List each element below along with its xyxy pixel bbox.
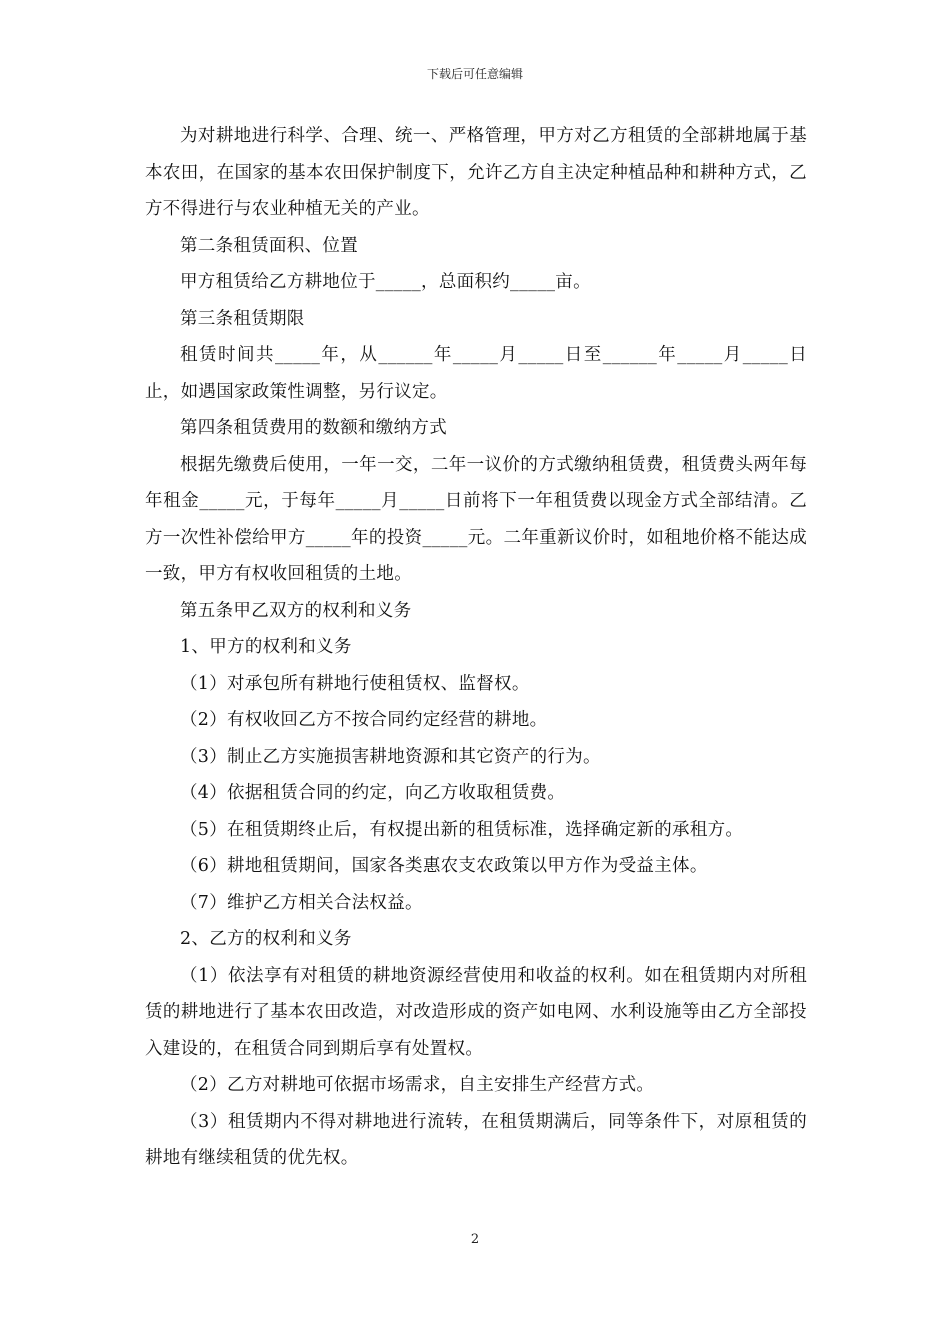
party-b-item-2: （2）乙方对耕地可依据市场需求，自主安排生产经营方式。 xyxy=(180,1075,655,1095)
page-number: 2 xyxy=(470,1232,480,1247)
article-4-heading: 第四条租赁费用的数额和缴纳方式 xyxy=(180,418,447,438)
header-note: 下载后可任意编辑 xyxy=(426,67,523,81)
party-a-item-2: （2）有权收回乙方不按合同约定经营的耕地。 xyxy=(180,710,548,730)
article-2-text: 甲方租赁给乙方耕地位于_____，总面积约_____亩。 xyxy=(180,272,591,292)
article-3-heading: 第三条租赁期限 xyxy=(180,308,305,329)
document-body xyxy=(145,118,807,1177)
paragraph-intro: 为对耕地进行科学、合理、统一、严格管理，甲方对乙方租赁的全部耕地属于基本农田，在国家的基本农田保护制度下，允许乙方自主决定种植品种和耕种方式，乙方不得进行与农业种植无关的产业。 xyxy=(145,126,807,219)
article-5-heading: 第五条甲乙双方的权利和义务 xyxy=(180,600,412,621)
party-b-heading: 2、乙方的权利和义务 xyxy=(180,929,352,949)
party-a-item-7: （7）维护乙方相关合法权益。 xyxy=(180,892,423,913)
party-a-heading: 1、甲方的权利和义务 xyxy=(180,637,352,657)
party-a-item-5: （5）在租赁期终止后，有权提出新的租赁标准，选择确定新的承租方。 xyxy=(180,819,744,840)
party-b-item-1: （1）依法享有对租赁的耕地资源经营使用和收益的权利。如在租赁期内对所租赁的耕地进行了基本农田改造，对改造形成的资产如电网、水利设施等由乙方全部投入建设的，在租赁合同到期后享有处置权。 xyxy=(145,965,807,1059)
party-a-item-4: （4）依据租赁合同的约定，向乙方收取租赁费。 xyxy=(180,783,566,803)
party-a-item-3: （3）制止乙方实施损害耕地资源和其它资产的行为。 xyxy=(180,746,601,767)
party-a-item-1: （1）对承包所有耕地行使租赁权、监督权。 xyxy=(180,673,530,694)
article-3-text: 租赁时间共_____年，从______年_____月_____日至______年_____月_____日止，如遇国家政策性调整，另行议定。 xyxy=(145,345,807,402)
party-a-item-6: （6）耕地租赁期间，国家各类惠农支农政策以甲方作为受益主体。 xyxy=(180,856,708,876)
party-b-item-3: （3）租赁期内不得对耕地进行流转，在租赁期满后，同等条件下，对原租赁的耕地有继续租赁的优先权。 xyxy=(145,1111,807,1168)
article-4-text: 根据先缴费后使用，一年一交，二年一议价的方式缴纳租赁费，租赁费头两年每年租金_____元，于每年_____月_____日前将下一年租赁费以现金方式全部结清。乙方一次性补偿给甲方_____年的投资_____元。二年重新议价时，如租地价格不能达成一致，甲方有权收回租赁的土地。 xyxy=(145,454,807,584)
article-2-heading: 第二条租赁面积、位置 xyxy=(180,235,358,256)
